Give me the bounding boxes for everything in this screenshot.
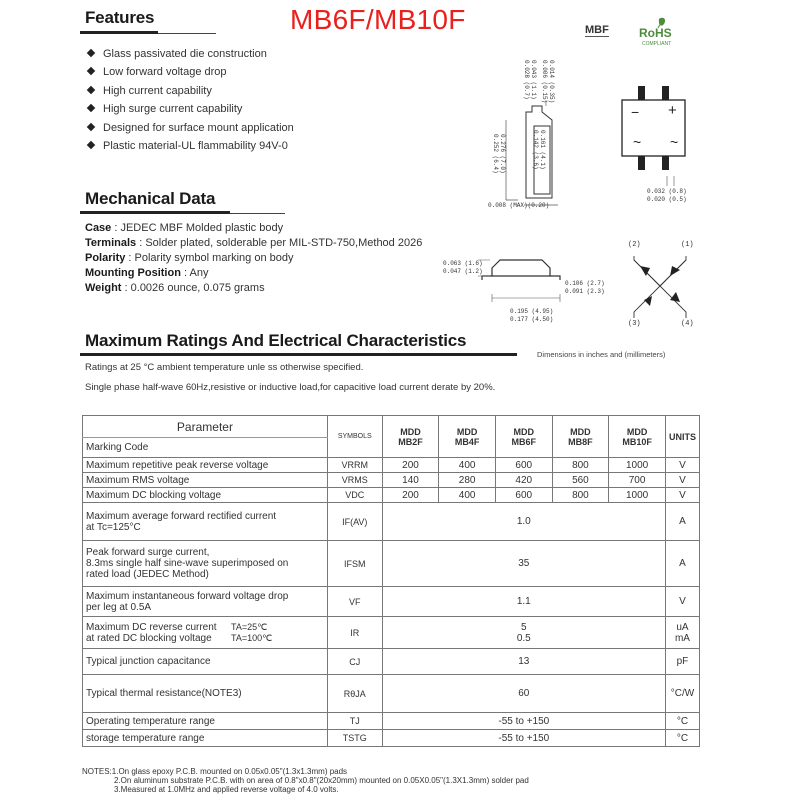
part-header: MDD MB8F [552,416,609,458]
value-cell: 400 [439,458,496,473]
condition-text: Ratings at 25 °C ambient temperature unle ss otherwise specified. [85,362,364,373]
pin-label: (3) [628,320,641,328]
table-row [83,473,700,488]
table-row [83,458,700,473]
mech-weight: Weight : 0.0026 ounce, 0.075 grams [85,282,265,294]
dim-side4: 0.142 (3.6) [532,130,539,170]
dim-side3: 0.161 (4.1) [539,130,546,170]
value-cell: -55 to +150 [382,713,665,730]
table-row [83,675,700,713]
unit-cell: A [665,541,699,587]
part-header: MDD MB2F [382,416,439,458]
dim-top4: 0.028 (0.7) [523,60,530,100]
feature-item: Glass passivated die construction [88,48,267,60]
param-cell: Typical junction capacitance [83,649,328,675]
unit-cell: V [665,587,699,617]
symbol-cell: CJ [327,649,382,675]
pin-ac-label: ~ [670,134,679,150]
table-row [83,730,700,747]
unit-cell: V [665,473,699,488]
value-cell: 600 [495,458,552,473]
unit-cell: °C [665,713,699,730]
param-cell: Maximum RMS voltage [83,473,328,488]
ratings-underline [80,353,517,356]
value-cell: -55 to +150 [382,730,665,747]
dim-pad1: 0.032 (0.8) [647,188,687,195]
pin-ac-label: ~ [633,134,642,150]
dim-pad2: 0.020 (0.5) [647,196,687,203]
unit-cell: V [665,488,699,503]
ratings-heading: Maximum Ratings And Electrical Characteristics [85,331,467,350]
unit-cell: V [665,458,699,473]
mechanical-underline [80,211,230,214]
symbol-cell: IFSM [327,541,382,587]
spec-table [82,415,700,747]
rohs-compliant: COMPLIANT [642,41,672,47]
value-cell: 1.1 [382,587,665,617]
unit-cell: °C [665,730,699,747]
feature-item: High surge current capability [88,103,242,115]
rohs-text: RoHS [639,26,672,40]
table-row [83,649,700,675]
rohs-logo [638,14,684,50]
value-cell: 13 [382,649,665,675]
symbol-cell: IF(AV) [327,503,382,541]
pin-label: (2) [628,241,641,249]
value-cell: 600 [495,488,552,503]
dim-top3: 0.043 (1.1) [530,60,537,100]
part-header: MDD MB10F [609,416,666,458]
value-cell: 35 [382,541,665,587]
value-cell: 700 [609,473,666,488]
table-row [83,503,700,541]
symbol-cell: VF [327,587,382,617]
units-header: UNITS [665,416,699,458]
part-title: MB6F/MB10F [290,4,466,35]
table-row [83,713,700,730]
param-header: Parameter [83,416,328,438]
value-cell: 280 [439,473,496,488]
value-cell: 800 [552,488,609,503]
param-cell: Maximum instantaneous forward voltage drop per leg at 0.5A [83,587,328,617]
param-cell: Maximum average forward rectified current at Tc=125°C [83,503,328,541]
dim-w2: 0.177 (4.50) [510,316,554,323]
part-header: MDD MB6F [495,416,552,458]
param-cell: Operating temperature range [83,713,328,730]
part-header: MDD MB4F [439,416,496,458]
feature-item: Low forward voltage drop [88,66,227,78]
dim-h2: 0.047 (1.2) [443,268,483,275]
value-cell: 1000 [609,458,666,473]
marking-code: Marking Code [83,438,328,458]
note-line: 2.On aluminum substrate P.C.B. with on area of 0.8"x0.8"(20x20mm) mounted on 0.05X0.05"(1.3X1.3mm) solder pad [114,776,529,785]
pin-label: (4) [681,320,694,328]
symbol-cell: VDC [327,488,382,503]
value-cell: 400 [439,488,496,503]
value-cell: 200 [382,458,439,473]
pin-label: (1) [681,241,694,249]
feature-item: Plastic material-UL flammability 94V-0 [88,140,288,152]
value-cell: 800 [552,458,609,473]
value-cell: 60 [382,675,665,713]
param-cell: Peak forward surge current, 8.3ms single half sine-wave superimposed on rated load (JEDEC Method) [83,541,328,587]
mech-polarity: Polarity : Polarity symbol marking on body [85,252,294,264]
unit-cell: °C/W [665,675,699,713]
features-underline [80,31,158,34]
mechanical-rule [230,213,285,214]
dim-h1: 0.063 (1.6) [443,260,483,267]
dim-bottom: 0.008 (MAX)(0.20) [488,202,550,209]
param-cell: Maximum repetitive peak reverse voltage [83,458,328,473]
pin-minus-label: − [631,104,640,120]
note-line: NOTES:1.On glass epoxy P.C.B. mounted on 0.05x0.05"(1.3x1.3mm) pads [82,767,348,776]
features-rule [158,33,216,34]
param-cell: Maximum DC blocking voltage [83,488,328,503]
feature-item: High current capability [88,85,212,97]
dim-top2: 0.006 (0.15) [541,60,548,104]
dim-t2: 0.091 (2.3) [565,288,605,295]
unit-cell: A [665,503,699,541]
symbol-cell: RθJA [327,675,382,713]
value-cell: 1.0 [382,503,665,541]
symbol-cell: TSTG [327,730,382,747]
dimensions-note: Dimensions in inches and (millimeters) [537,350,666,359]
symbols-header: SYMBOLS [327,416,382,458]
bridge-schematic [620,248,700,320]
table-row [83,488,700,503]
value-cell: 200 [382,488,439,503]
param-cell: storage temperature range [83,730,328,747]
mechanical-heading: Mechanical Data [85,189,216,208]
dim-w1: 0.195 (4.95) [510,308,554,315]
table-row [83,617,700,649]
value-cell: 420 [495,473,552,488]
param-cell: Maximum DC reverse current TA=25℃ at rated DC blocking voltage TA=100℃ [83,617,328,649]
package-label: MBF [585,24,609,36]
condition-text: Single phase half-wave 60Hz,resistive or inductive load,for capacitive load current derate by 20%. [85,382,496,393]
value-cell: 5 0.5 [382,617,665,649]
pin-plus-label: + [668,102,677,119]
table-row [83,587,700,617]
unit-cell: uA mA [665,617,699,649]
mech-case: Case : JEDEC MBF Molded plastic body [85,222,284,234]
dim-t1: 0.106 (2.7) [565,280,605,287]
dim-side2: 0.252 (6.4) [492,134,499,174]
symbol-cell: VRMS [327,473,382,488]
features-heading: Features [85,8,155,27]
symbol-cell: VRRM [327,458,382,473]
symbol-cell: IR [327,617,382,649]
dim-top1: 0.014 (0.35) [548,60,555,104]
mech-terminals: Terminals : Solder plated, solderable per MIL-STD-750,Method 2026 [85,237,423,249]
dim-side1: 0.276 (7.0) [499,134,506,174]
mech-mounting: Mounting Position : Any [85,267,209,279]
table-header-row [83,416,700,438]
value-cell: 560 [552,473,609,488]
symbol-cell: TJ [327,713,382,730]
note-line: 3.Measured at 1.0MHz and applied reverse voltage of 4.0 volts. [114,785,339,794]
value-cell: 140 [382,473,439,488]
feature-item: Designed for surface mount application [88,122,294,134]
unit-cell: pF [665,649,699,675]
value-cell: 1000 [609,488,666,503]
table-row [83,541,700,587]
package-top-view [612,80,697,188]
param-cell: Typical thermal resistance(NOTE3) [83,675,328,713]
